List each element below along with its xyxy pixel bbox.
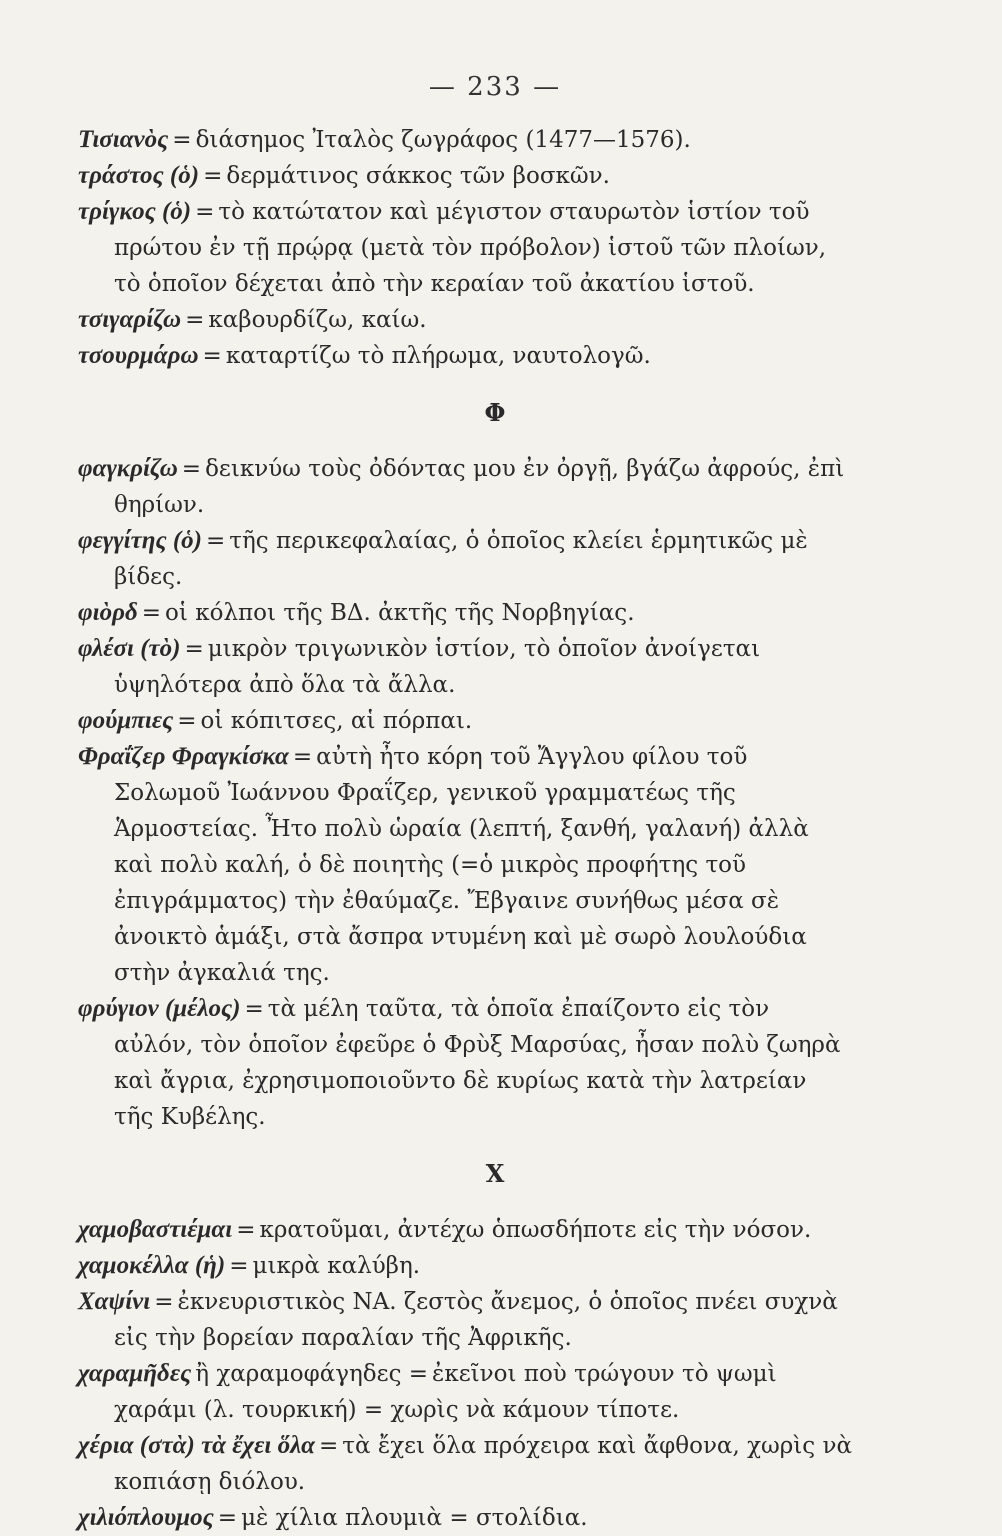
entry-separator: ἢ χαραμοφάγηδες = (195, 1361, 429, 1387)
dictionary-entry (78, 703, 852, 739)
dictionary-entry (78, 631, 852, 703)
dictionary-entry (78, 451, 852, 523)
dictionary-entry (78, 338, 852, 374)
entry-separator: = (172, 127, 192, 153)
entry-term: Φραΐζερ Φραγκίσκα (78, 743, 289, 770)
entry-separator: = (184, 636, 204, 662)
entry-separator: = (181, 456, 202, 482)
entry-separator: = (244, 996, 264, 1022)
dictionary-entry (78, 523, 852, 595)
entry-definition: δεικνύω τοὺς ὀδόντας μου ἐν ὀργῇ, βγάζω ἀφρούς, ἐπὶ θηρίων. (114, 456, 845, 518)
entry-term: χαμοβαστιέμαι (78, 1216, 233, 1243)
entry-definition: κρατοῦμαι, ἀντέχω ὁπωσδήποτε εἰς τὴν νόσον. (259, 1217, 812, 1243)
entry-definition: δερμάτινος σάκκος τῶν βοσκῶν. (226, 163, 610, 189)
entry-definition: μικρὸν τριγωνικὸν ἱστίον, τὸ ὁποῖον ἀνοίγεται ὑψηλότερα ἀπὸ ὅλα τὰ ἄλλα. (114, 636, 761, 698)
entry-term: φαγκρίζω (78, 455, 178, 482)
entry-separator: = (202, 343, 222, 369)
entry-term: τρίγκος (ὁ) (78, 198, 192, 225)
entry-definition: τὸ κατώτατον καὶ μέγιστον σταυρωτὸν ἱστίον τοῦ πρώτου ἐν τῇ πρῴρᾳ (μετὰ τὸν πρόβολον) ἱστοῦ τῶν πλοίων, τὸ ὁποῖον δέχεται ἀπὸ τὴν κεραίαν τοῦ ἀκατίου ἱστοῦ. (114, 199, 827, 297)
entry-term: χαραμῆδες (78, 1360, 192, 1387)
entry-term: τράστος (ὁ) (78, 162, 200, 189)
section-t (78, 122, 852, 374)
entry-separator: = (141, 600, 162, 626)
entry-separator: = (195, 199, 215, 225)
entry-definition: τὰ ἔχει ὅλα πρόχειρα καὶ ἄφθονα, χωρὶς νὰ κοπιάσῃ διόλου. (114, 1433, 853, 1495)
entry-separator: = (236, 1217, 256, 1243)
entry-definition: τῆς περικεφαλαίας, ὁ ὁποῖος κλείει ἑρμητικῶς μὲ βίδες. (114, 528, 808, 590)
entry-definition: μὲ χίλια πλουμιὰ = στολίδια. (241, 1505, 588, 1531)
entry-term: χιλιόπλουμος (78, 1504, 214, 1531)
entry-separator: = (185, 307, 205, 333)
dictionary-entry (78, 194, 852, 302)
entry-separator: = (206, 528, 226, 554)
dictionary-entry (78, 1500, 852, 1536)
page-number: — 233 — (428, 72, 562, 102)
dictionary-entry (78, 1212, 852, 1248)
dictionary-entry (78, 991, 852, 1135)
entry-term: φεγγίτης (ὁ) (78, 527, 202, 554)
section-letter-chi: Χ (485, 1159, 505, 1188)
entry-separator: = (217, 1505, 238, 1531)
dictionary-entry (78, 595, 852, 631)
entry-separator: = (177, 708, 197, 734)
entry-separator: = (229, 1253, 249, 1279)
entry-definition: τὰ μέλη ταῦτα, τὰ ὁποῖα ἐπαίζοντο εἰς τὸν αὐλόν, τὸν ὁποῖον ἐφεῦρε ὁ Φρὺξ Μαρσύας, ἦσαν πολὺ ζωηρὰ καὶ ἄγρια, ἐχρησιμοποιοῦντο δὲ κυρίως κατὰ τὴν λατρείαν τῆς Κυβέλης. (114, 996, 841, 1130)
dictionary-entry (78, 1284, 852, 1356)
entry-term: φλέσι (τὸ) (78, 635, 181, 662)
entry-definition: ἐκεῖνοι ποὺ τρώγουν τὸ ψωμὶ χαράμι (λ. τουρκική) = χωρὶς νὰ κάμουν τίποτε. (114, 1361, 777, 1423)
entry-definition: διάσημος Ἰταλὸς ζωγράφος (1477—1576). (195, 127, 691, 153)
entry-definition: οἱ κόπιτσες, αἱ πόρπαι. (200, 708, 473, 734)
entry-definition: καβουρδίζω, καίω. (208, 307, 427, 333)
entry-term: φιὸρδ (78, 599, 138, 626)
entry-definition: καταρτίζω τὸ πλήρωμα, ναυτολογῶ. (225, 343, 651, 369)
entry-definition: μικρὰ καλύβη. (252, 1253, 421, 1279)
entry-definition: ἐκνευριστικὸς ΝΑ. ζεστὸς ἄνεμος, ὁ ὁποῖος πνέει συχνὰ εἰς τὴν βορείαν παραλίαν τῆς Ἀφρικῆς. (114, 1289, 838, 1351)
entry-separator: = (203, 163, 223, 189)
entry-separator: = (154, 1289, 174, 1315)
entry-term: φρύγιον (μέλος) (78, 995, 241, 1022)
section-letter-phi: Φ (484, 398, 506, 427)
entry-term: φούμπιες (78, 707, 174, 734)
dictionary-entry (78, 122, 852, 158)
entry-term: χέρια (στὰ) τὰ ἔχει ὅλα (78, 1432, 316, 1459)
entry-term: χαμοκέλλα (ἡ) (78, 1252, 226, 1279)
entry-term: Τισιανὸς (78, 126, 169, 153)
dictionary-entry (78, 739, 852, 991)
section-chi (78, 1212, 852, 1536)
section-phi (78, 451, 852, 1135)
entry-term: τσιγαρίζω (78, 306, 182, 333)
dictionary-entry (78, 1248, 852, 1284)
entry-separator: = (292, 744, 313, 770)
entry-definition: αὐτὴ ἦτο κόρη τοῦ Ἄγγλου φίλου τοῦ Σολωμοῦ Ἰωάννου Φραΐζερ, γενικοῦ γραμματέως τῆς Ἁρμοστείας. Ἦτο πολὺ ὡραία (λεπτή, ξανθή, γαλανή) ἀλλὰ καὶ πολὺ καλή, ὁ δὲ ποιητὴς (=ὁ μικρὸς προφήτης τοῦ ἐπιγράμματος) τὴν ἐθαύμαζε. Ἔβγαινε συνήθως μέσα σὲ ἀνοικτὸ ἁμάξι, στὰ ἄσπρα ντυμένη καὶ μὲ σωρὸ λουλούδια στὴν ἀγκαλιά της. (114, 744, 809, 986)
entry-separator: = (319, 1433, 339, 1459)
entry-definition: οἱ κόλποι τῆς ΒΔ. ἀκτῆς τῆς Νορβηγίας. (165, 600, 635, 626)
entry-term: Χαψίνι (78, 1288, 151, 1315)
dictionary-entry (78, 158, 852, 194)
entry-term: τσουρμάρω (78, 342, 199, 369)
dictionary-entry (78, 1356, 852, 1428)
dictionary-entry (78, 302, 852, 338)
dictionary-entry (78, 1428, 852, 1500)
